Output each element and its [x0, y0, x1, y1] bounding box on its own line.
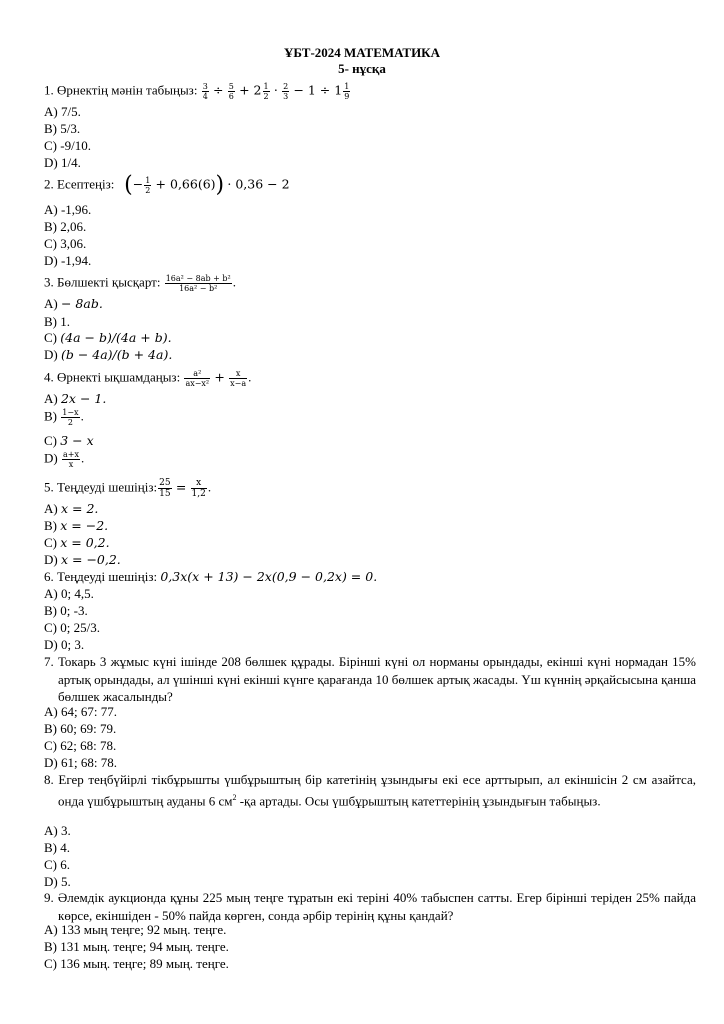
- fraction: $\frac{5}{6}$: [228, 82, 234, 101]
- q5-option-a: A) x = 2.: [44, 501, 99, 516]
- q4-option-b: B) $\frac{1-x}{2}$ .: [44, 408, 84, 427]
- question-1-text: 1. Өрнектің мәнін табыңыз:: [44, 82, 198, 98]
- q7-option-b: B) 60; 69: 79.: [44, 721, 117, 736]
- question-5-text: 5. Теңдеуді шешіңіз:: [44, 479, 158, 495]
- variant-label: 5- нұсқа: [338, 61, 386, 76]
- q6-option-a: A) 0; 4,5.: [44, 586, 94, 601]
- q7-option-c: C) 62; 68: 78.: [44, 738, 117, 753]
- question-9: 9. Әлемдік аукционда құны 225 мың теңге тұратын екі теріні 40% табыспен сатты. Егер бірінші теріден 25% пайда көрсе, екіншіден - 50% пайда көрген, сонда әрбір терінің құны қандай?: [44, 890, 696, 923]
- exam-title: ҰБТ-2024 МАТЕМАТИКА: [283, 45, 441, 60]
- fraction: $\frac{1}{2}$: [145, 176, 151, 195]
- fraction: $\frac{1}{2}$: [263, 82, 269, 101]
- fraction: $\frac{x}{x-a}$: [230, 369, 247, 388]
- question-6: [44, 569, 377, 585]
- q2-option-d: D) -1,94.: [44, 253, 92, 268]
- q5-option-d: D) x = −0,2.: [44, 552, 121, 567]
- q7-option-a: A) 64; 67: 77.: [44, 704, 117, 719]
- question-3-text: 3. Бөлшекті қысқарт:: [44, 274, 161, 290]
- q1-option-b: B) 5/3.: [44, 121, 81, 136]
- fraction: $\frac{x}{1,2}$: [191, 478, 206, 499]
- q2-option-a: A) -1,96.: [44, 202, 92, 217]
- question-4-text: 4. Өрнекті ықшамдаңыз:: [44, 369, 181, 385]
- q6-option-d: D) 0; 3.: [44, 637, 85, 652]
- question-2: 2. Есептеңіз: (− $\frac{1}{2}$ + 0,66(6)) · 0,36 − 2: [44, 172, 290, 198]
- equation: 0,3x(x + 13) − 2x(0,9 − 0,2x) = 0.: [160, 569, 378, 584]
- q4-option-a: A) 2x − 1.: [44, 391, 107, 406]
- question-3: 3. Бөлшекті қысқарт: $\frac{\text{16a² − 8ab + b²}}{\text{16a² − b²}}$ .: [44, 274, 236, 293]
- q8-option-a: A) 3.: [44, 823, 71, 838]
- q3-option-a: A) − 8ab.: [44, 296, 103, 311]
- fraction: $\frac{25}{15}$: [159, 478, 171, 499]
- q3-option-d: D) (b − 4a)/(b + 4a).: [44, 347, 173, 362]
- q3-option-b: B) 1.: [44, 314, 70, 329]
- q4-option-c: C) 3 − x: [44, 433, 94, 448]
- q1-option-a: A) 7/5.: [44, 104, 81, 119]
- fraction: $\frac{2}{3}$: [283, 82, 289, 101]
- q6-option-c: C) 0; 25/3.: [44, 620, 100, 635]
- q8-option-c: C) 6.: [44, 857, 70, 872]
- question-2-text: 2. Есептеңіз:: [44, 176, 115, 192]
- fraction: $\frac{\text{16a² − 8ab + b²}}{\text{16a² − b²}}$: [165, 274, 231, 293]
- q2-option-b: B) 2,06.: [44, 219, 87, 234]
- fraction: $\frac{1}{9}$: [344, 82, 350, 101]
- q4-option-d: D) $\frac{a+x}{x}$ .: [44, 450, 85, 469]
- question-7: 7. Токарь 3 жұмыс күні ішінде 208 бөлшек құрады. Бірінші күні ол норманы орындады, екінші күні нормадан 15% артық орындады, ал үшінші күні екінші күнге қарағанда 10 бөлшек артық жасады. Үш күннің әрқайсысына қанша бөлшек жасалынды?: [44, 654, 696, 704]
- question-6-text: 6. Теңдеуді шешіңіз:: [44, 569, 158, 584]
- q9-option-b: B) 131 мың. теңге; 94 мың. теңге.: [44, 939, 229, 954]
- question-8: 8. Егер теңбүйірлі тікбұрышты үшбұрыштың бір катетінің ұзындығы екі есе арттырып, ал екіншісін 2 см азайтса, онда үшбұрыштың ауданы 6 $см^2$ -қа артады. Осы үшбұрыштың катеттерінің ұзындығын табыңыз.: [44, 772, 696, 809]
- question-4: 4. Өрнекті ықшамдаңыз: $\frac{\text{a²}}{\text{ax−x²}}$ + $\frac{x}{x-a}$ .: [44, 369, 252, 388]
- q8-option-b: B) 4.: [44, 840, 70, 855]
- fraction: $\frac{3}{4}$: [202, 82, 208, 101]
- q8-option-d: D) 5.: [44, 874, 71, 889]
- q5-option-b: B) x = −2.: [44, 518, 109, 533]
- q9-option-c: C) 136 мың. теңге; 89 мың. теңге.: [44, 956, 229, 971]
- q3-option-c: C) (4a − b)/(4a + b).: [44, 330, 172, 345]
- q1-option-d: D) 1/4.: [44, 155, 81, 170]
- question-1: 1. Өрнектің мәнін табыңыз: $\frac{3}{4}$ ÷ $\frac{5}{6}$ + 2 $\frac{1}{2}$ · $\frac{2}{3}$ − 1 ÷ 1 $\frac{1}{9}$: [44, 82, 350, 101]
- q6-option-b: B) 0; -3.: [44, 603, 88, 618]
- fraction: $\frac{\text{a²}}{\text{ax−x²}}$: [185, 369, 210, 388]
- q5-option-c: C) x = 0,2.: [44, 535, 110, 550]
- q1-option-c: C) -9/10.: [44, 138, 91, 153]
- question-5: 5. Теңдеуді шешіңіз: $\frac{25}{15}$ = $\frac{x}{1,2}$ .: [44, 478, 212, 499]
- q2-option-c: C) 3,06.: [44, 236, 87, 251]
- fraction: $\frac{a+x}{x}$: [62, 450, 79, 469]
- q9-option-a: A) 133 мың теңге; 92 мың. теңге.: [44, 922, 227, 937]
- fraction: $\frac{1-x}{2}$: [62, 408, 79, 427]
- q7-option-d: D) 61; 68: 78.: [44, 755, 117, 770]
